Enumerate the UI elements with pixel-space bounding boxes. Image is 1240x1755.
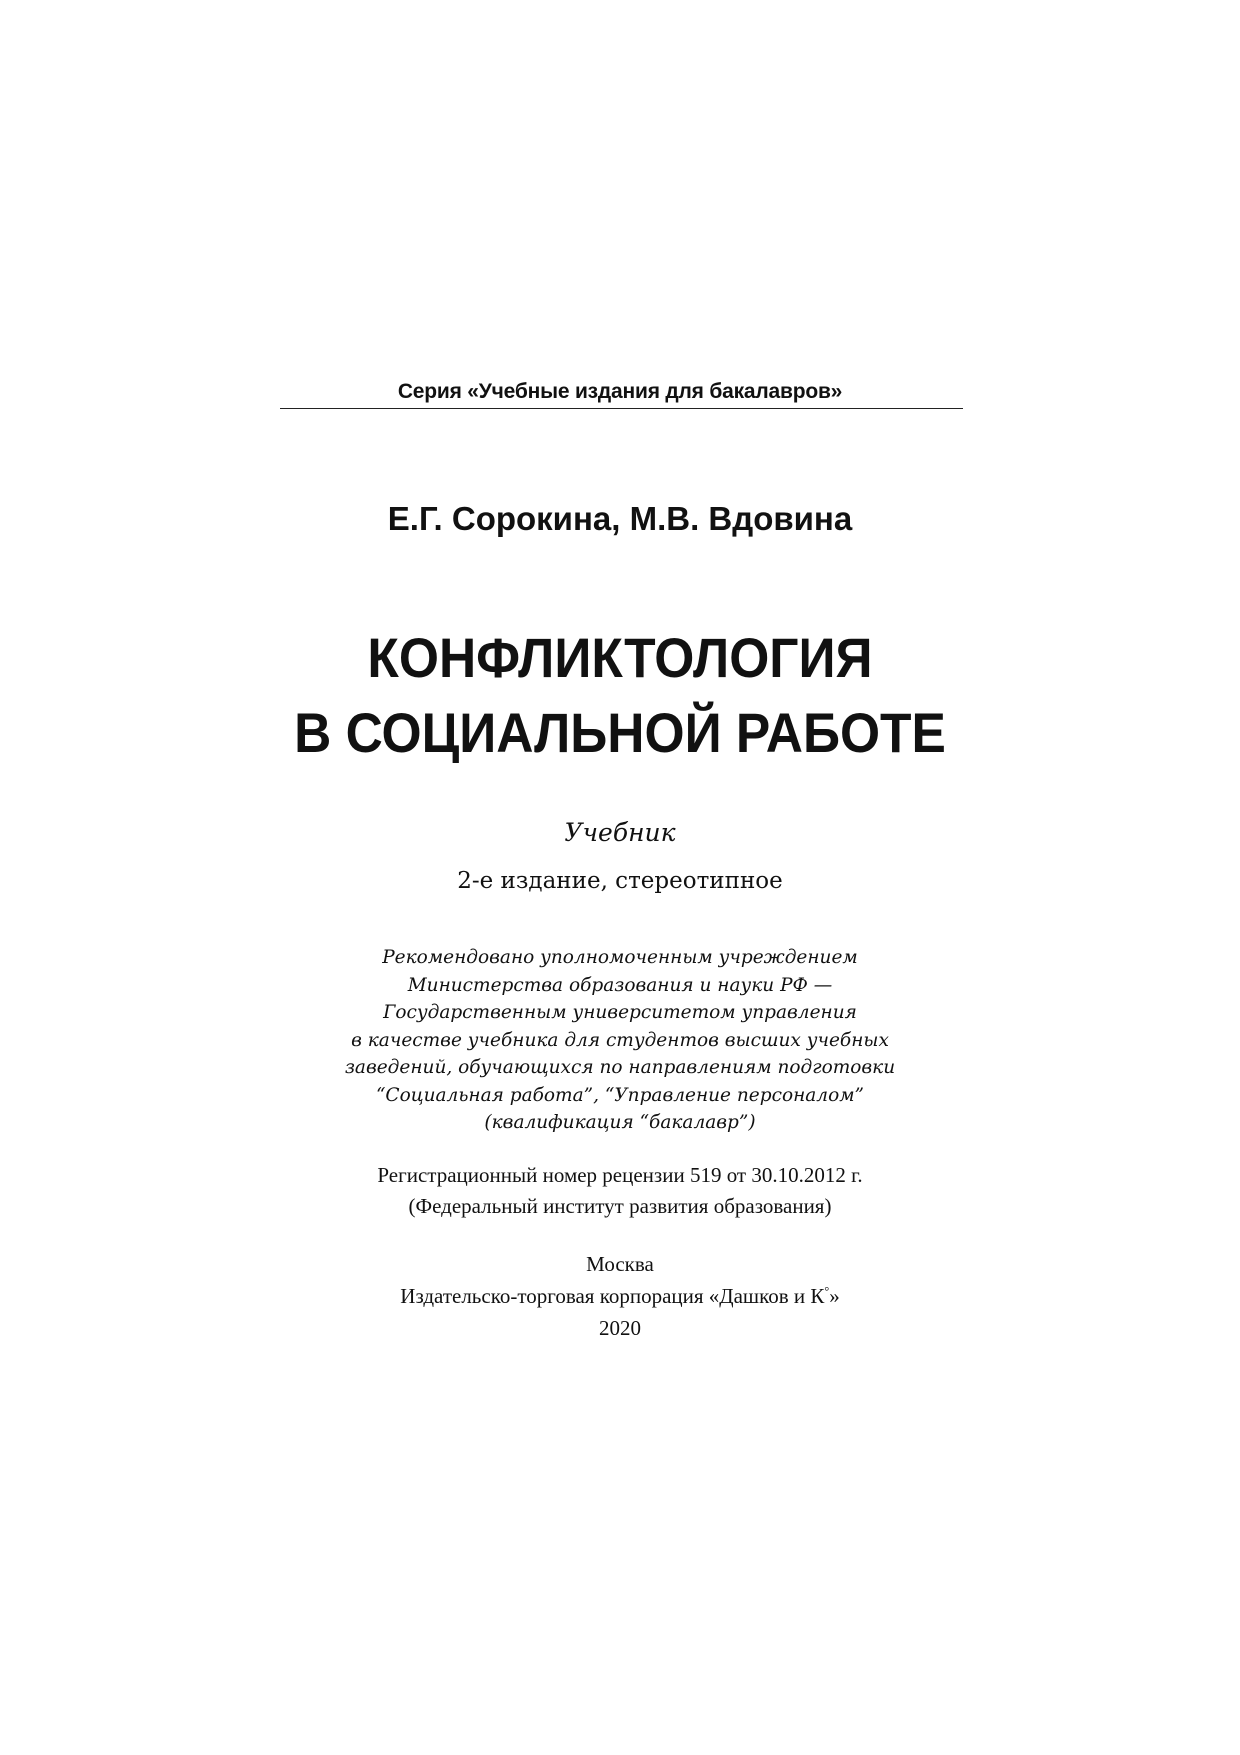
recommendation-block — [280, 944, 960, 1137]
publisher-name: Издательско-торговая корпорация «Дашков и К — [400, 1284, 825, 1308]
imprint-city: Москва — [586, 1252, 654, 1276]
book-title-line-1: КОНФЛИКТОЛОГИЯ — [367, 626, 873, 689]
authors: Е.Г. Сорокина, М.В. Вдовина — [387, 500, 853, 537]
registration-number: Регистрационный номер рецензии 519 от 30.10.2012 г. — [377, 1163, 863, 1187]
recommendation-line: в качестве учебника для студентов высших учебных — [351, 1029, 889, 1051]
imprint-publisher — [280, 1280, 960, 1312]
imprint-block — [280, 1248, 960, 1344]
book-title-line-2: В СОЦИАЛЬНОЙ РАБОТЕ — [294, 701, 946, 764]
book-title — [234, 620, 1007, 770]
recommendation-line: Рекомендовано уполномоченным учреждением — [382, 947, 858, 968]
registration-institute: (Федеральный институт развития образования) — [408, 1194, 832, 1218]
recommendation-line: “Социальная работа”, “Управление персоналом” — [375, 1084, 865, 1106]
recommendation-line: (квалификация “бакалавр”) — [484, 1112, 756, 1133]
recommendation-line: Государственным университетом управления — [383, 1002, 857, 1023]
series-name: Серия «Учебные издания для бакалавров» — [397, 380, 843, 403]
edition-info: 2-е издание, стереотипное — [457, 868, 783, 894]
book-genre: Учебник — [564, 818, 676, 847]
imprint-year: 2020 — [599, 1316, 641, 1340]
registration-block — [280, 1160, 960, 1222]
series-divider — [280, 408, 963, 409]
recommendation-line: заведений, обучающихся по направлениям подготовки — [344, 1057, 896, 1078]
publisher-closing-quote: » — [829, 1284, 840, 1308]
recommendation-line: Министерства образования и науки РФ — — [407, 974, 833, 996]
publisher-degree-mark: ° — [824, 1284, 830, 1298]
